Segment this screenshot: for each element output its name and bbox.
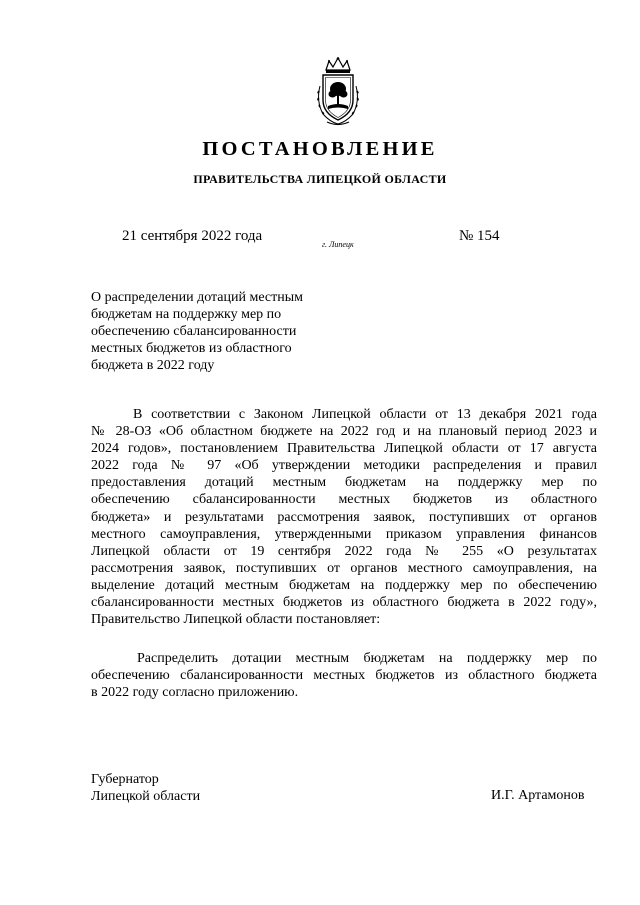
- paragraph-line: обеспечению сбалансированности местных бюджетов из областного бюджета: [91, 668, 597, 684]
- subject-line: бюджета в 2022 году: [91, 358, 215, 373]
- subject-line: бюджетам на поддержку мер по: [91, 307, 282, 322]
- document-date: 21 сентября 2022 года: [122, 228, 263, 244]
- document-number: № 154: [459, 228, 500, 244]
- paragraph-line: предоставления дотаций местным бюджетам на поддержку мер по: [91, 475, 597, 491]
- position-line: Липецкой области: [91, 789, 201, 804]
- paragraph-line: местного самоуправления, утвержденными приказом управления финансов: [91, 526, 597, 542]
- signatory-name: И.Г. Артамонов: [491, 788, 585, 803]
- paragraph-line: обеспечению сбалансированности местных бюджетов из областного: [91, 492, 597, 508]
- paragraph-line: бюджета» и результатами рассмотрения заявок, поступивших от органов: [91, 509, 597, 525]
- paragraph-line: сбалансированности местных бюджетов из областного бюджета в 2022 году»,: [91, 595, 597, 611]
- signatory-position: [91, 771, 200, 805]
- paragraph-line: В соответствии с Законом Липецкой области от 13 декабря 2021 года: [133, 407, 597, 422]
- paragraph-line: рассмотрения заявок, поступивших от органов местного самоуправления, на: [91, 560, 597, 576]
- coat-of-arms-emblem: [313, 56, 363, 128]
- paragraph-line: Распределить дотации местным бюджетам на поддержку мер по: [137, 651, 597, 666]
- paragraph-line: № 28-ОЗ «Об областном бюджете на 2022 год и на плановый период 2023 и: [91, 424, 597, 440]
- document-title: ПОСТАНОВЛЕНИЕ: [202, 138, 438, 160]
- paragraph-line: 2022 года № 97 «Об утверждении методики распределения и правил: [91, 458, 597, 474]
- document-subtitle: ПРАВИТЕЛЬСТВА ЛИПЕЦКОЙ ОБЛАСТИ: [193, 172, 447, 186]
- subject-line: местных бюджетов из областного: [91, 341, 292, 356]
- document-subject: [91, 289, 341, 374]
- subject-line: обеспечению сбалансированности: [91, 324, 297, 339]
- paragraph-line: 2024 годов», постановлением Правительства Липецкой области от 17 августа: [91, 441, 597, 457]
- position-line: Губернатор: [91, 772, 159, 787]
- subject-line: О распределении дотаций местным: [91, 290, 304, 305]
- paragraph-line: выделение дотаций местным бюджетам на поддержку мер по обеспечению: [91, 577, 597, 593]
- paragraph-line: Липецкой области от 19 сентября 2022 года № 255 «О результатах: [91, 543, 597, 559]
- paragraph-line: Правительство Липецкой области постановляет:: [91, 612, 381, 628]
- paragraph-line: в 2022 году согласно приложению.: [91, 685, 299, 701]
- resolution-paragraph: [91, 650, 597, 701]
- preamble-paragraph: [91, 406, 597, 628]
- document-city: г. Липецк: [322, 240, 354, 249]
